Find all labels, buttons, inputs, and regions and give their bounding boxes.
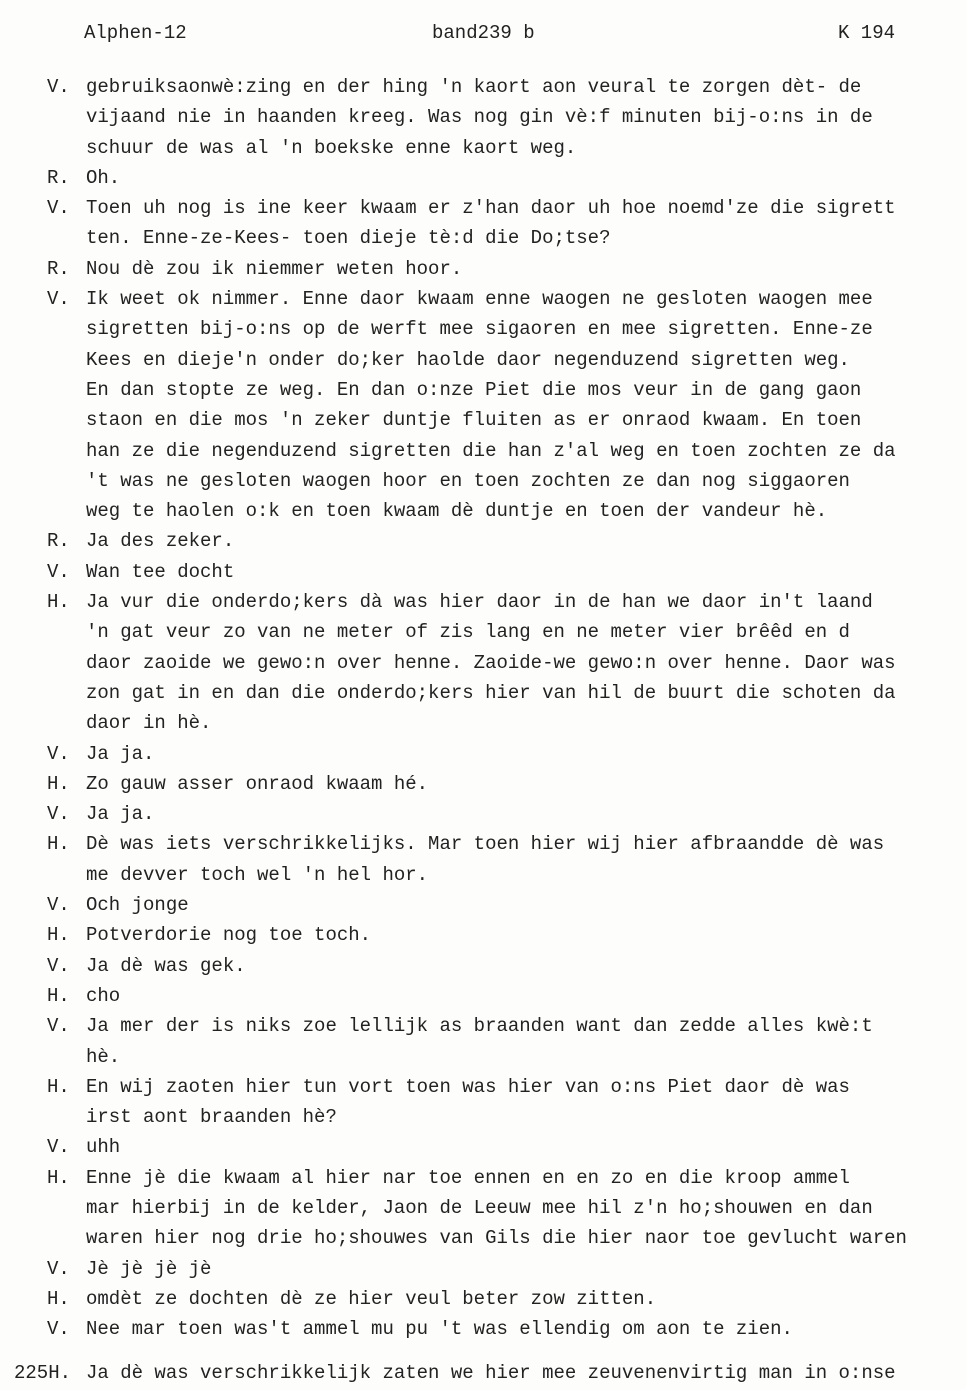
transcript-body (0, 72, 966, 1389)
transcript-turn (0, 1314, 966, 1344)
speaker-label: H. (47, 1287, 70, 1310)
transcript-turn (0, 920, 966, 950)
speaker-label: H. (47, 591, 70, 614)
transcript-line: weg te haolen o:k en toen kwaam dè duntje en toen der vandeur hè. (86, 500, 828, 523)
transcript-turn (0, 769, 966, 799)
transcript-line: Kees en dieje'n onder do;ker haolde daor negenduzend sigretten weg. (86, 348, 850, 371)
transcript-line: hè. (86, 1045, 121, 1068)
transcript-line: cho (86, 984, 121, 1007)
speaker-label: H. (47, 772, 70, 795)
transcript-line: Ja des zeker. (86, 530, 235, 553)
transcript-line: ten. Enne-ze-Kees- toen dieje tè:d die Do;tse? (86, 227, 611, 250)
speaker-label: R. (47, 166, 70, 189)
transcript-turn (0, 587, 966, 738)
transcript-line: mar hierbij in de kelder, Jaon de Leeuw mee hil z'n ho;shouwen en dan (86, 1196, 873, 1219)
transcript-turn (0, 890, 966, 920)
speaker-label: V. (47, 742, 70, 765)
header-location: Alphen-12 (84, 22, 187, 44)
transcript-line: daor zaoide we gewo:n over henne. Zaoide-we gewo:n over henne. Daor was (86, 651, 896, 674)
transcript-line: uhh (86, 1136, 121, 1159)
transcript-line: waren hier nog drie ho;shouwes van Gils die hier naor toe gevlucht waren (86, 1227, 907, 1250)
speaker-label: V. (47, 803, 70, 826)
transcript-line: 't was ne gesloten waogen hoor en toen zochten ze dan nog siggaoren (86, 469, 850, 492)
transcript-turn (0, 1358, 966, 1388)
page-header (0, 22, 966, 52)
transcript-turn (0, 981, 966, 1011)
speaker-label: V. (47, 288, 70, 311)
speaker-label: H. (47, 924, 70, 947)
speaker-label: V. (47, 1318, 70, 1341)
transcript-line: gebruiksaonwè:zing en der hing 'n kaort aon veural te zorgen dèt- de (86, 76, 862, 98)
transcript-turn (0, 1132, 966, 1162)
transcript-turn (0, 1011, 966, 1072)
speaker-label: V. (47, 560, 70, 583)
transcript-line: En wij zaoten hier tun vort toen was hier van o:ns Piet daor dè was (86, 1075, 850, 1098)
speaker-label: V. (47, 1136, 70, 1159)
transcript-turn (0, 163, 966, 193)
transcript-line: Ja ja. (86, 803, 155, 826)
transcript-turn (0, 1284, 966, 1314)
transcript-line: Ja mer der is niks zoe lellijk as braanden want dan zedde alles kwè:t (86, 1015, 873, 1038)
speaker-label: V. (47, 197, 70, 220)
transcript-line: Ja dè was verschrikkelijk zaten we hier mee zeuvenenvirtig man in o:nse (86, 1362, 896, 1385)
transcript-turn (0, 799, 966, 829)
speaker-label: H. (47, 1166, 70, 1189)
paragraph-gap (0, 1344, 966, 1358)
speaker-label: V. (47, 894, 70, 917)
transcript-line: En dan stopte ze weg. En dan o:nze Piet die mos veur in de gang gaon (86, 378, 862, 401)
transcript-line: Ja ja. (86, 742, 155, 765)
transcript-line: Och jonge (86, 894, 189, 917)
transcript-line: me devver toch wel 'n hel hor. (86, 863, 429, 886)
transcript-line: Toen uh nog is ine keer kwaam er z'han daor uh hoe noemd'ze die sigrett (86, 197, 896, 220)
transcript-line: irst aont braanden hè? (86, 1106, 337, 1129)
speaker-label: V. (47, 1015, 70, 1038)
transcript-turn (0, 1254, 966, 1284)
speaker-label: H. (47, 1075, 70, 1098)
transcript-turn (0, 284, 966, 526)
speaker-label: 225H. (14, 1362, 72, 1385)
transcript-line: schuur de was al 'n boekske enne kaort weg. (86, 136, 577, 159)
transcript-line: vijaand nie in haanden kreeg. Was nog gin vè:f minuten bij-o:ns in de (86, 106, 873, 129)
transcript-line: Ja vur die onderdo;kers dà was hier daor in de han we daor in't laand (86, 591, 873, 614)
transcript-line: Oh. (86, 166, 121, 189)
transcript-turn (0, 557, 966, 587)
transcript-line: 'n gat veur zo van ne meter of zis lang en ne meter vier brêêd en d (86, 621, 850, 644)
speaker-label: V. (47, 954, 70, 977)
transcript-line: Nee mar toen was't ammel mu pu 't was ellendig om aon te zien. (86, 1318, 793, 1341)
transcript-line: Jè jè jè jè (86, 1257, 212, 1280)
header-tape-id: band239 b (432, 22, 535, 44)
transcript-line: zon gat in en dan die onderdo;kers hier van hil de buurt die schoten da (86, 681, 896, 704)
transcript-turn (0, 829, 966, 890)
transcript-line: Dè was iets verschrikkelijks. Mar toen hier wij hier afbraandde dè was (86, 833, 885, 856)
header-page-number: K 194 (838, 22, 896, 44)
transcript-line: Ik weet ok nimmer. Enne daor kwaam enne waogen ne gesloten waogen mee (86, 288, 873, 311)
transcript-turn (0, 1163, 966, 1254)
speaker-label: H. (47, 833, 70, 856)
speaker-label: V. (47, 1257, 70, 1280)
transcript-line: omdèt ze dochten dè ze hier veul beter zow zitten. (86, 1287, 657, 1310)
transcript-line: Potverdorie nog toe toch. (86, 924, 372, 947)
transcript-line: staon en die mos 'n zeker duntje fluiten as er onraod kwaam. En toen (86, 409, 862, 432)
transcript-turn (0, 72, 966, 163)
transcript-turn (0, 254, 966, 284)
speaker-label: V. (47, 76, 70, 98)
transcript-line: daor in hè. (86, 712, 212, 735)
transcript-line: Nou dè zou ik niemmer weten hoor. (86, 257, 463, 280)
transcript-turn (0, 739, 966, 769)
transcript-line: Zo gauw asser onraod kwaam hé. (86, 772, 429, 795)
transcript-turn (0, 951, 966, 981)
speaker-label: R. (47, 530, 70, 553)
transcript-line: han ze die negenduzend sigretten die han z'al weg en toen zochten ze da (86, 439, 896, 462)
transcript-line: sigretten bij-o:ns op de werft mee sigaoren en mee sigretten. Enne-ze (86, 318, 873, 341)
transcript-line: Wan tee docht (86, 560, 235, 583)
transcript-line: Ja dè was gek. (86, 954, 246, 977)
transcript-line: Enne jè die kwaam al hier nar toe ennen en en zo en die kroop ammel (86, 1166, 850, 1189)
transcript-turn (0, 193, 966, 254)
transcript-turn (0, 1072, 966, 1133)
speaker-label: H. (47, 984, 70, 1007)
transcript-turn (0, 526, 966, 556)
speaker-label: R. (47, 257, 70, 280)
